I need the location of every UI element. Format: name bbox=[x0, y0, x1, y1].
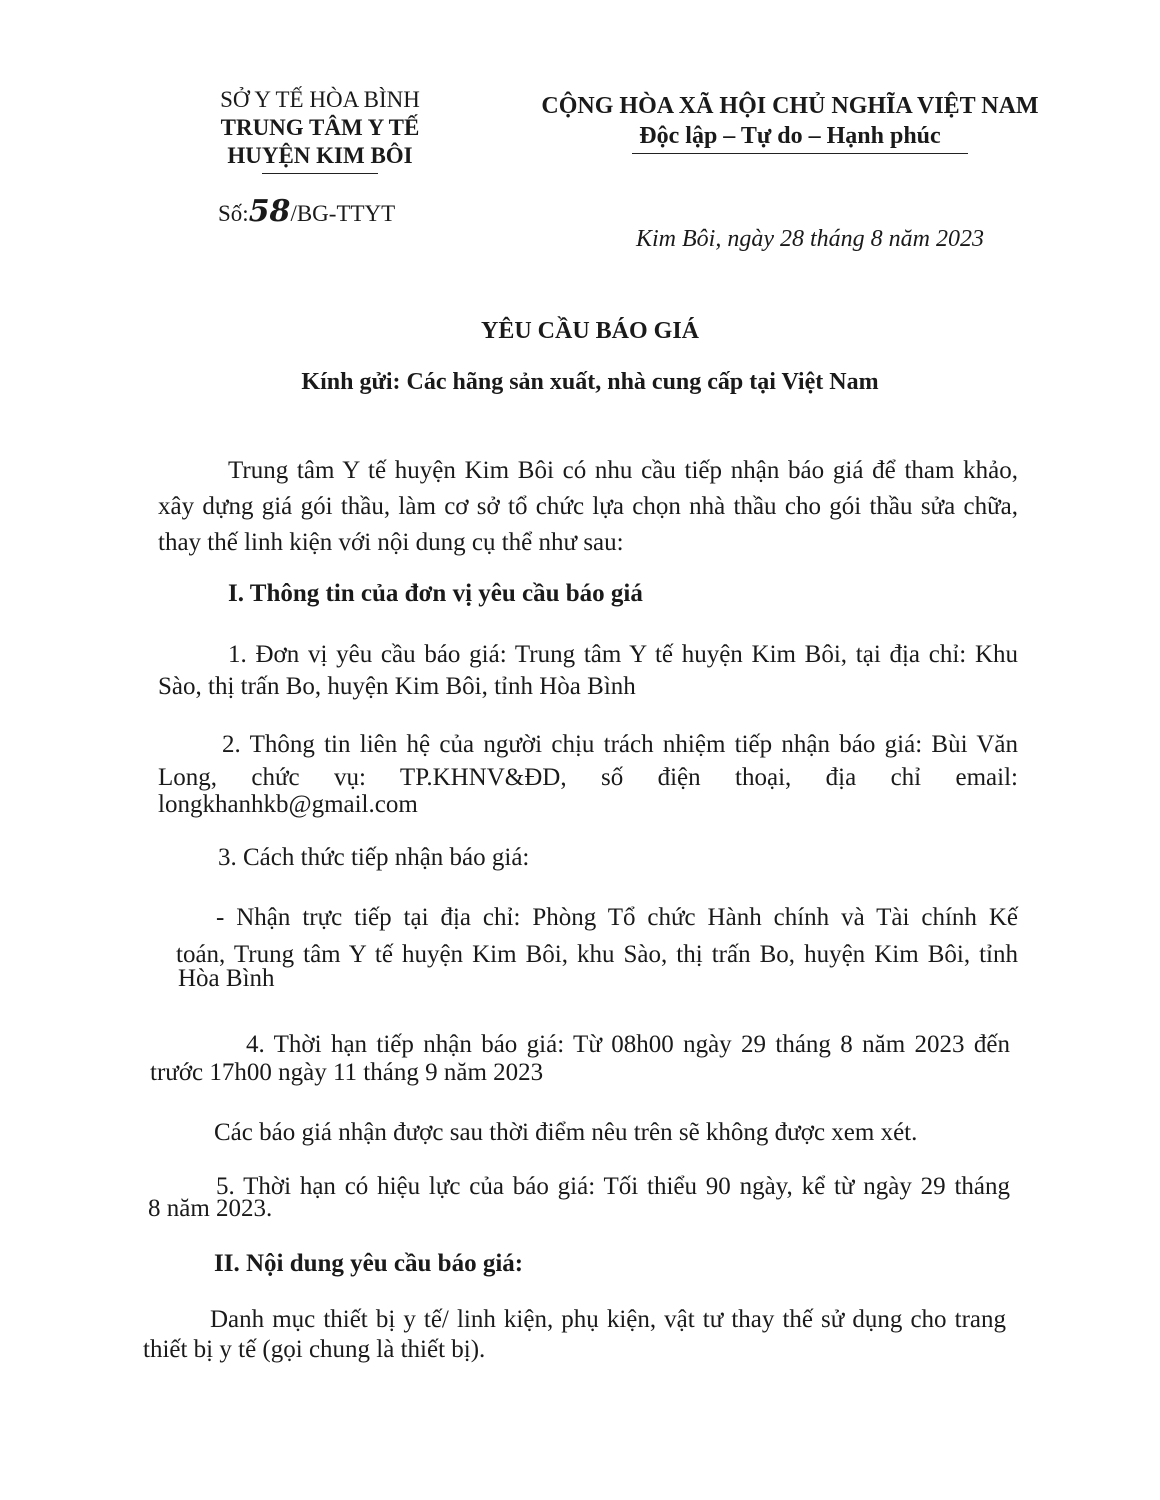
item-3: 3. Cách thức tiếp nhận báo giá: bbox=[218, 844, 530, 871]
item-4-line-1: 4. Thời hạn tiếp nhận báo giá: Từ 08h00 ngày 29 tháng 8 năm 2023 đến bbox=[246, 1031, 1010, 1058]
item-3-sub-line-2: toán, Trung tâm Y tế huyện Kim Bôi, khu Sào, thị trấn Bo, huyện Kim Bôi, tỉnh bbox=[176, 941, 1018, 968]
item-2-line-1: 2. Thông tin liên hệ của người chịu trách nhiệm tiếp nhận báo giá: Bùi Văn bbox=[222, 731, 1018, 758]
org-underline bbox=[262, 173, 378, 174]
doc-number-prefix: Số: bbox=[218, 201, 249, 226]
org-name: TRUNG TÂM Y TẾ bbox=[220, 115, 420, 140]
document-number bbox=[218, 194, 396, 229]
item-5-line-2: 8 năm 2023. bbox=[148, 1195, 273, 1222]
item-2-line-2: Long, chức vụ: TP.KHNV&ĐD, số điện thoại, địa chỉ email: bbox=[158, 764, 1018, 791]
item-3-sub-line-1: - Nhận trực tiếp tại địa chỉ: Phòng Tổ chức Hành chính và Tài chính Kế bbox=[216, 904, 1018, 931]
intro-line-1: Trung tâm Y tế huyện Kim Bôi có nhu cầu tiếp nhận báo giá để tham khảo, bbox=[228, 457, 1018, 484]
item-1-line-2: Sào, thị trấn Bo, huyện Kim Bôi, tỉnh Hòa Bình bbox=[158, 673, 636, 700]
section-2-line-1: Danh mục thiết bị y tế/ linh kiện, phụ kiện, vật tư thay thế sử dụng cho trang bbox=[210, 1306, 1006, 1333]
item-5-line-1: 5. Thời hạn có hiệu lực của báo giá: Tối thiểu 90 ngày, kể từ ngày 29 tháng bbox=[216, 1173, 1010, 1200]
recipient-line: Kính gửi: Các hãng sản xuất, nhà cung cấp tại Việt Nam bbox=[301, 369, 879, 395]
doc-number-handwritten: 58 bbox=[248, 194, 291, 229]
org-parent: SỞ Y TẾ HÒA BÌNH bbox=[220, 87, 420, 112]
national-motto: Độc lập – Tự do – Hạnh phúc bbox=[639, 123, 941, 149]
motto-underline bbox=[632, 153, 968, 154]
section-2-line-2: thiết bị y tế (gọi chung là thiết bị). bbox=[143, 1336, 486, 1363]
item-3-sub-line-3: Hòa Bình bbox=[178, 965, 275, 992]
email-address: longkhanhkb@gmail.com bbox=[158, 791, 418, 818]
item-4-line-2: trước 17h00 ngày 11 tháng 9 năm 2023 bbox=[150, 1059, 544, 1086]
section-2-heading: II. Nội dung yêu cầu báo giá: bbox=[214, 1250, 524, 1277]
place-date: Kim Bôi, ngày 28 tháng 8 năm 2023 bbox=[636, 226, 984, 252]
doc-number-suffix: /BG-TTYT bbox=[290, 201, 396, 226]
item-4-note: Các báo giá nhận được sau thời điểm nêu trên sẽ không được xem xét. bbox=[214, 1119, 918, 1146]
intro-line-2: xây dựng giá gói thầu, làm cơ sở tổ chức lựa chọn nhà thầu cho gói thầu sửa chữa, bbox=[158, 493, 1018, 520]
item-1-line-1: 1. Đơn vị yêu cầu báo giá: Trung tâm Y tế huyện Kim Bôi, tại địa chỉ: Khu bbox=[228, 641, 1018, 668]
intro-line-3: thay thế linh kiện với nội dung cụ thể như sau: bbox=[158, 529, 624, 556]
country-name: CỘNG HÒA XÃ HỘI CHỦ NGHĨA VIỆT NAM bbox=[541, 93, 1039, 119]
org-district: HUYỆN KIM BÔI bbox=[227, 143, 413, 168]
section-1-heading: I. Thông tin của đơn vị yêu cầu báo giá bbox=[228, 580, 643, 607]
document-title: YÊU CẦU BÁO GIÁ bbox=[480, 318, 699, 344]
